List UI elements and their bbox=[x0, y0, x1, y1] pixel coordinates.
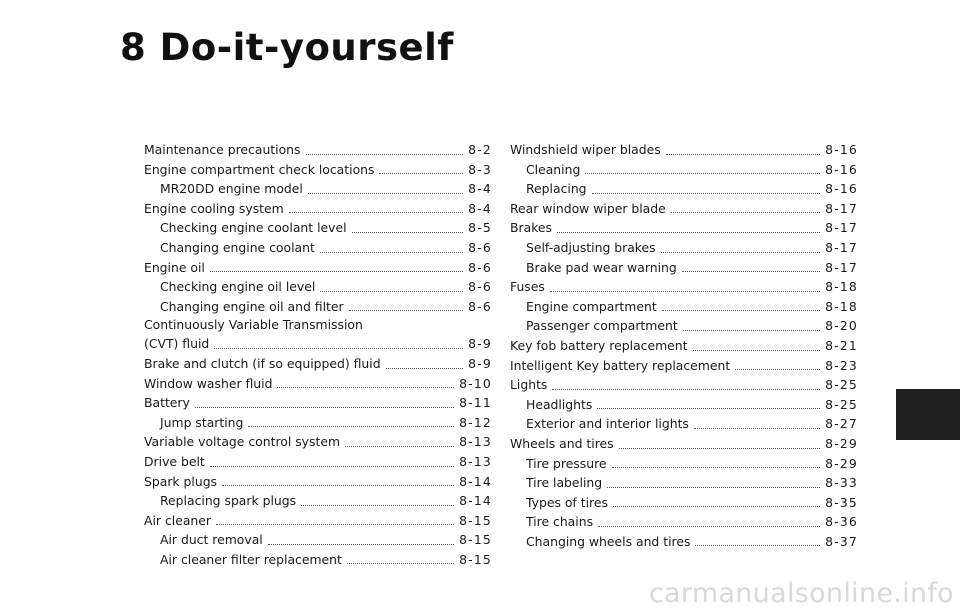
toc-entry-page: 8-3 bbox=[468, 161, 492, 177]
dot-leader bbox=[301, 504, 454, 506]
toc-entry-label: Air cleaner filter replacement bbox=[160, 551, 342, 567]
toc-entry-label: Intelligent Key battery replacement bbox=[510, 357, 731, 373]
toc-entry-page: 8-6 bbox=[468, 279, 492, 295]
toc-entry[interactable] bbox=[510, 336, 858, 356]
dot-leader bbox=[320, 290, 463, 292]
dot-leader bbox=[308, 192, 463, 194]
toc-entry-label: Spark plugs bbox=[144, 473, 218, 489]
dot-leader bbox=[214, 347, 463, 349]
toc-entry-label: Tire labeling bbox=[526, 475, 603, 491]
toc-entry[interactable] bbox=[144, 199, 492, 219]
dot-leader bbox=[661, 251, 820, 253]
toc-entry[interactable] bbox=[144, 238, 492, 258]
chapter-tab bbox=[896, 389, 960, 440]
toc-entry-label: Tire chains bbox=[526, 514, 594, 530]
toc-entry[interactable] bbox=[144, 413, 492, 433]
toc-entry-label: (CVT) fluid bbox=[144, 336, 210, 352]
toc-entry[interactable] bbox=[144, 316, 492, 334]
toc-entry-page: 8-36 bbox=[825, 514, 858, 530]
dot-leader bbox=[550, 290, 820, 292]
toc-entry-label: Wheels and tires bbox=[510, 435, 614, 451]
toc-entry-page: 8-29 bbox=[825, 435, 858, 451]
dot-leader bbox=[612, 466, 821, 468]
toc-entry-page: 8-18 bbox=[825, 279, 858, 295]
toc-entry[interactable] bbox=[510, 532, 858, 552]
toc-entry[interactable] bbox=[510, 140, 858, 160]
dot-leader bbox=[613, 505, 820, 507]
toc-entry-label: Continuously Variable Transmission bbox=[144, 317, 363, 333]
toc-entry[interactable] bbox=[144, 334, 492, 354]
toc-entry-page: 8-12 bbox=[459, 414, 492, 430]
toc-entry-label: Passenger compartment bbox=[526, 318, 678, 334]
toc-entry[interactable] bbox=[144, 140, 492, 160]
toc-entry-label: MR20DD engine model bbox=[160, 181, 303, 197]
toc-entry-page: 8-25 bbox=[825, 377, 858, 393]
toc-entry-label: Engine cooling system bbox=[144, 200, 284, 216]
toc-entry-label: Fuses bbox=[510, 279, 545, 295]
dot-leader bbox=[694, 427, 820, 429]
toc-entry-label: Replacing spark plugs bbox=[160, 493, 297, 509]
dot-leader bbox=[552, 388, 820, 390]
toc-entry-page: 8-15 bbox=[459, 512, 492, 528]
dot-leader bbox=[195, 406, 454, 408]
toc-entry[interactable] bbox=[510, 454, 858, 474]
toc-entry[interactable] bbox=[144, 491, 492, 511]
dot-leader bbox=[277, 386, 454, 388]
toc-entry[interactable] bbox=[144, 277, 492, 297]
dot-leader bbox=[248, 425, 454, 427]
toc-entry[interactable] bbox=[510, 434, 858, 454]
toc-column-right bbox=[510, 140, 858, 551]
toc-entry-label: Brake pad wear warning bbox=[526, 259, 677, 275]
toc-entry-page: 8-9 bbox=[468, 355, 492, 371]
toc-entry-page: 8-17 bbox=[825, 259, 858, 275]
toc-entry-page: 8-11 bbox=[459, 395, 492, 411]
toc-entry-label: Changing engine oil and filter bbox=[160, 298, 344, 314]
toc-entry-page: 8-17 bbox=[825, 200, 858, 216]
toc-entry[interactable] bbox=[510, 238, 858, 258]
toc-entry-label: Engine compartment check locations bbox=[144, 161, 375, 177]
toc-entry-label: Headlights bbox=[526, 396, 593, 412]
toc-entry-page: 8-6 bbox=[468, 259, 492, 275]
toc-entry-page: 8-14 bbox=[459, 473, 492, 489]
toc-entry[interactable] bbox=[510, 179, 858, 199]
toc-entry[interactable] bbox=[510, 258, 858, 278]
toc-entry[interactable] bbox=[510, 414, 858, 434]
toc-entry[interactable] bbox=[144, 374, 492, 394]
toc-entry[interactable] bbox=[144, 160, 492, 180]
toc-entry-label: Changing wheels and tires bbox=[526, 533, 691, 549]
toc-entry-page: 8-16 bbox=[825, 181, 858, 197]
dot-leader bbox=[222, 484, 454, 486]
toc-entry-label: Lights bbox=[510, 377, 548, 393]
toc-entry[interactable] bbox=[510, 493, 858, 513]
toc-entry-label: Jump starting bbox=[160, 414, 244, 430]
dot-leader bbox=[289, 211, 463, 213]
toc-entry-page: 8-13 bbox=[459, 453, 492, 469]
toc-entry-page: 8-33 bbox=[825, 475, 858, 491]
toc-entry-page: 8-16 bbox=[825, 161, 858, 177]
dot-leader bbox=[306, 153, 464, 155]
toc-entry-label: Air cleaner bbox=[144, 512, 211, 528]
toc-entry-page: 8-16 bbox=[825, 142, 858, 157]
dot-leader bbox=[735, 368, 820, 370]
toc-entry[interactable] bbox=[510, 512, 858, 532]
toc-entry-page: 8-2 bbox=[468, 142, 492, 157]
dot-leader bbox=[607, 486, 820, 488]
toc-entry-page: 8-4 bbox=[468, 181, 492, 197]
toc-entry-label: Replacing bbox=[526, 181, 587, 197]
dot-leader bbox=[345, 445, 454, 447]
dot-leader bbox=[347, 562, 454, 564]
dot-leader bbox=[585, 172, 820, 174]
dot-leader bbox=[210, 465, 454, 467]
toc-entry-page: 8-9 bbox=[468, 336, 492, 352]
toc-entry-label: Changing engine coolant bbox=[160, 239, 315, 255]
toc-entry[interactable] bbox=[144, 354, 492, 374]
dot-leader bbox=[619, 447, 820, 449]
dot-leader bbox=[682, 270, 820, 272]
toc-column-left bbox=[144, 140, 492, 569]
dot-leader bbox=[320, 251, 463, 253]
toc-entry[interactable] bbox=[144, 297, 492, 317]
toc-entry-label: Checking engine coolant level bbox=[160, 220, 347, 236]
toc-entry-page: 8-5 bbox=[468, 220, 492, 236]
toc-entry[interactable] bbox=[144, 393, 492, 413]
toc-entry[interactable] bbox=[510, 395, 858, 415]
toc-entry[interactable] bbox=[144, 472, 492, 492]
toc-entry[interactable] bbox=[144, 179, 492, 199]
toc-entry[interactable] bbox=[144, 218, 492, 238]
toc-entry[interactable] bbox=[144, 550, 492, 570]
toc-entry-label: Rear window wiper blade bbox=[510, 200, 666, 216]
dot-leader bbox=[352, 231, 464, 233]
toc-entry-page: 8-29 bbox=[825, 455, 858, 471]
dot-leader bbox=[216, 523, 454, 525]
toc-entry-label: Engine compartment bbox=[526, 298, 657, 314]
toc-entry-page: 8-4 bbox=[468, 200, 492, 216]
toc-entry[interactable] bbox=[510, 375, 858, 395]
dot-leader bbox=[557, 231, 820, 233]
dot-leader bbox=[597, 407, 820, 409]
toc-entry-label: Checking engine oil level bbox=[160, 279, 316, 295]
toc-entry-page: 8-17 bbox=[825, 220, 858, 236]
toc-entry-label: Engine oil bbox=[144, 259, 205, 275]
toc-entry-page: 8-23 bbox=[825, 357, 858, 373]
toc-entry-page: 8-35 bbox=[825, 494, 858, 510]
watermark: carmanualsonline.info bbox=[648, 578, 954, 609]
dot-leader bbox=[268, 543, 454, 545]
toc-entry-label: Maintenance precautions bbox=[144, 142, 301, 157]
toc-entry-page: 8-27 bbox=[825, 416, 858, 432]
dot-leader bbox=[695, 544, 820, 546]
chapter-title: 8 Do-it-yourself bbox=[120, 26, 454, 69]
toc-entry[interactable] bbox=[510, 316, 858, 336]
toc-entry-page: 8-20 bbox=[825, 318, 858, 334]
toc-entry-page: 8-21 bbox=[825, 337, 858, 353]
toc-entry-label: Battery bbox=[144, 395, 190, 411]
toc-entry[interactable] bbox=[144, 530, 492, 550]
toc-entry-label: Self-adjusting brakes bbox=[526, 239, 656, 255]
toc-entry[interactable] bbox=[144, 258, 492, 278]
dot-leader bbox=[598, 525, 820, 527]
dot-leader bbox=[666, 153, 820, 155]
toc-entry[interactable] bbox=[510, 218, 858, 238]
toc-entry-page: 8-18 bbox=[825, 298, 858, 314]
toc-entry-label: Variable voltage control system bbox=[144, 434, 341, 450]
toc-entry-label: Air duct removal bbox=[160, 532, 263, 548]
dot-leader bbox=[683, 329, 820, 331]
dot-leader bbox=[671, 211, 820, 213]
toc-entry[interactable] bbox=[510, 199, 858, 219]
toc-entry[interactable] bbox=[144, 511, 492, 531]
toc-entry-label: Exterior and interior lights bbox=[526, 416, 689, 432]
dot-leader bbox=[210, 270, 463, 272]
dot-leader bbox=[662, 309, 820, 311]
toc-entry-label: Drive belt bbox=[144, 453, 205, 469]
toc-entry[interactable] bbox=[510, 160, 858, 180]
toc-entry-label: Key fob battery replacement bbox=[510, 337, 688, 353]
toc-entry-label: Window washer fluid bbox=[144, 375, 273, 391]
toc-entry-page: 8-10 bbox=[459, 375, 492, 391]
toc-entry[interactable] bbox=[510, 297, 858, 317]
toc-entry-page: 8-15 bbox=[459, 551, 492, 567]
toc-entry-label: Windshield wiper blades bbox=[510, 142, 661, 157]
toc-entry[interactable] bbox=[510, 356, 858, 376]
toc-entry[interactable] bbox=[144, 432, 492, 452]
dot-leader bbox=[349, 309, 464, 311]
toc-entry-page: 8-15 bbox=[459, 532, 492, 548]
toc-entry[interactable] bbox=[510, 277, 858, 297]
dot-leader bbox=[379, 172, 463, 174]
toc-entry-page: 8-14 bbox=[459, 493, 492, 509]
dot-leader bbox=[386, 367, 464, 369]
toc-entry-page: 8-25 bbox=[825, 396, 858, 412]
toc-entry-page: 8-13 bbox=[459, 434, 492, 450]
toc-entry[interactable] bbox=[144, 452, 492, 472]
toc-entry-page: 8-37 bbox=[825, 533, 858, 549]
toc-entry-page: 8-17 bbox=[825, 239, 858, 255]
toc-entry-label: Types of tires bbox=[526, 494, 608, 510]
toc-entry[interactable] bbox=[510, 473, 858, 493]
toc-entry-label: Cleaning bbox=[526, 161, 581, 177]
toc-entry-page: 8-6 bbox=[468, 298, 492, 314]
toc-entry-label: Tire pressure bbox=[526, 455, 607, 471]
toc-entry-page: 8-6 bbox=[468, 239, 492, 255]
toc-entry-label: Brakes bbox=[510, 220, 552, 236]
dot-leader bbox=[693, 349, 821, 351]
dot-leader bbox=[592, 192, 821, 194]
toc-entry-label: Brake and clutch (if so equipped) fluid bbox=[144, 355, 381, 371]
